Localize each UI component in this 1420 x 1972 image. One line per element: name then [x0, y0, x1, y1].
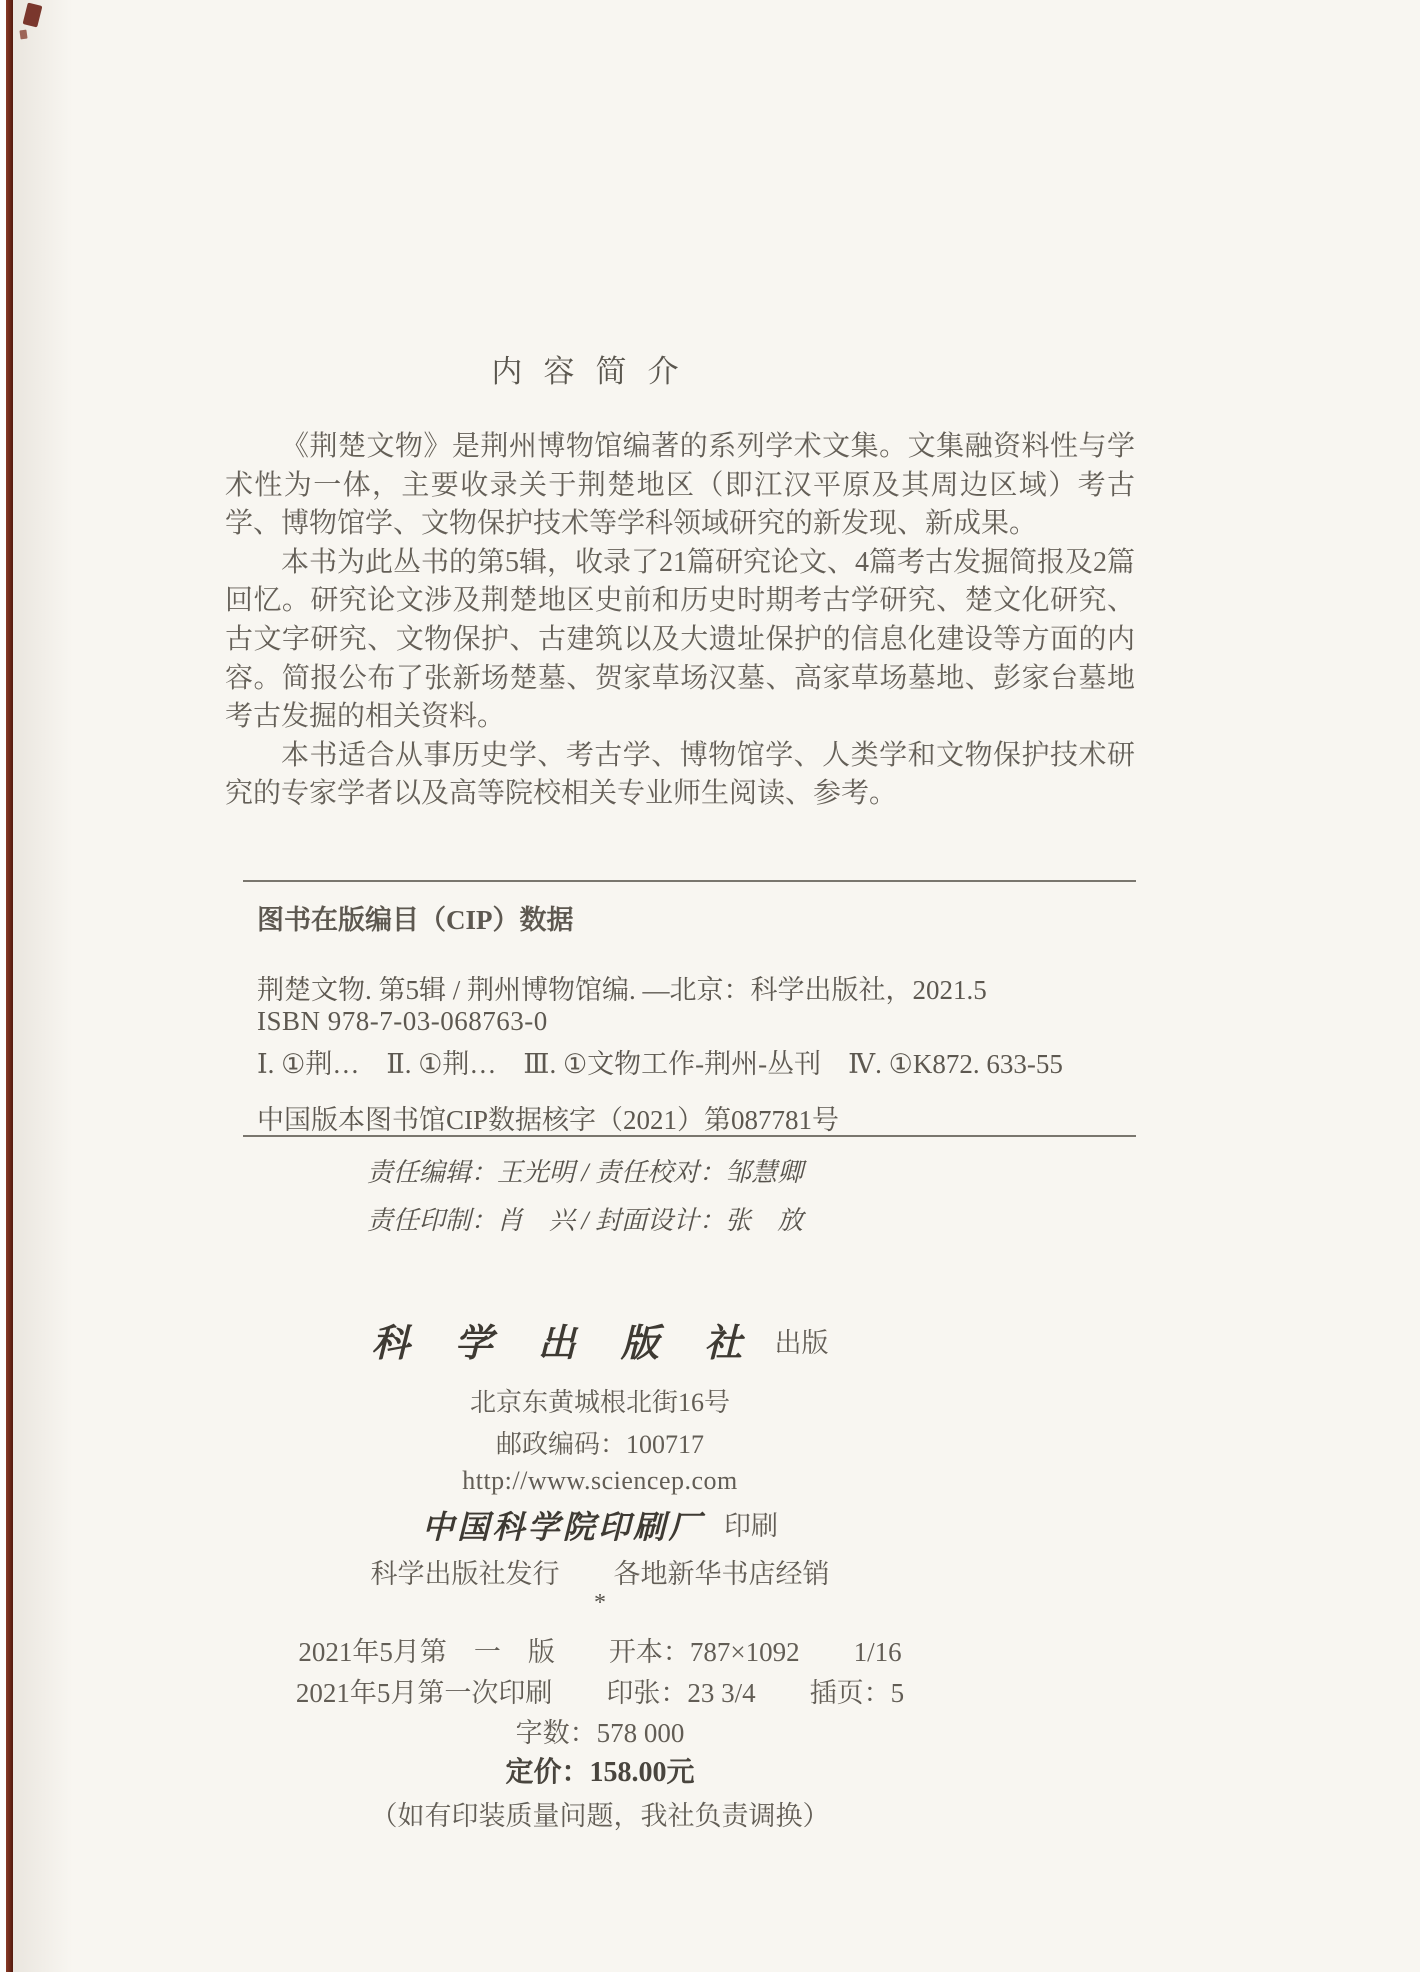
scan-corner-mark-small [19, 30, 27, 40]
credits-line-print-design: 责任印制：肖 兴 / 封面设计：张 放 [366, 1206, 804, 1235]
press-logo-text: 科 学 出 版 社 [371, 1320, 759, 1365]
price: 定价：158.00元 [505, 1757, 695, 1788]
page-title: 内容简介 [491, 354, 700, 389]
quality-note: （如有印装质量问题，我社负责调换） [370, 1801, 830, 1831]
press-postcode: 邮政编码：100717 [495, 1430, 704, 1459]
edition-line: 2021年5月第 一 版 开本：787×1092 1/16 [298, 1637, 902, 1667]
press-line [225, 1312, 975, 1367]
gutter-shadow [13, 0, 73, 1972]
cip-record-number: 中国版本图书馆CIP数据核字（2021）第087781号 [257, 1105, 840, 1135]
cip-heading: 图书在版编目（CIP）数据 [257, 905, 574, 935]
cip-box [243, 880, 1136, 1137]
cip-classification: Ⅰ. ①荆… Ⅱ. ①荆… Ⅲ. ①文物工作-荆州-丛刊 Ⅳ. ①K872. 633-55 [257, 1049, 1063, 1079]
printer-line [225, 1502, 975, 1548]
distribution-line: 科学出版社发行 各地新华书店经销 [370, 1559, 830, 1589]
intro-paragraph-2: 本书为此丛书的第5辑，收录了21篇研究论文、4篇考古发掘简报及2篇回忆。研究论文涉及荆楚地区史前和历史时期考古学研究、楚文化研究、古文字研究、文物保护、古建筑以及大遗址保护的信息化建设等方面的内容。简报公布了张新场楚墓、贺家草场汉墓、高家草场墓地、彭家台墓地考古发掘的相关资料。 [225, 546, 1136, 733]
credits-line-editors: 责任编辑：王光明 / 责任校对：邹慧卿 [366, 1158, 804, 1187]
separator-star: * [594, 1590, 606, 1616]
printer-label: 印刷 [724, 1511, 779, 1541]
cip-isbn: ISBN 978-7-03-068763-0 [257, 1006, 548, 1036]
word-count: 字数：578 000 [515, 1718, 685, 1748]
content-introduction [225, 428, 1135, 814]
press-address: 北京东黄城根北街16号 [469, 1388, 730, 1417]
press-publish-label: 出版 [774, 1328, 829, 1358]
book-gutter-strip [6, 0, 13, 1972]
press-website: http://www.sciencep.com [462, 1466, 738, 1495]
cip-title-line: 荆楚文物. 第5辑 / 荆州博物馆编. —北京：科学出版社，2021.5 [257, 975, 987, 1005]
printing-line: 2021年5月第一次印刷 印张：23 3/4 插页：5 [295, 1678, 905, 1708]
intro-paragraph-1: 《荆楚文物》是荆州博物馆编著的系列学术文集。文集融资料性与学术性为一体，主要收录关于荆楚地区（即江汉平原及其周边区域）考古学、博物馆学、文物保护技术等学科领域研究的新发现、新成果。 [225, 431, 1135, 540]
printer-logo-text: 中国科学院印刷厂 [421, 1508, 704, 1546]
intro-paragraph-3: 本书适合从事历史学、考古学、博物馆学、人类学和文物保护技术研究的专家学者以及高等院校相关专业师生阅读、参考。 [225, 739, 1135, 810]
